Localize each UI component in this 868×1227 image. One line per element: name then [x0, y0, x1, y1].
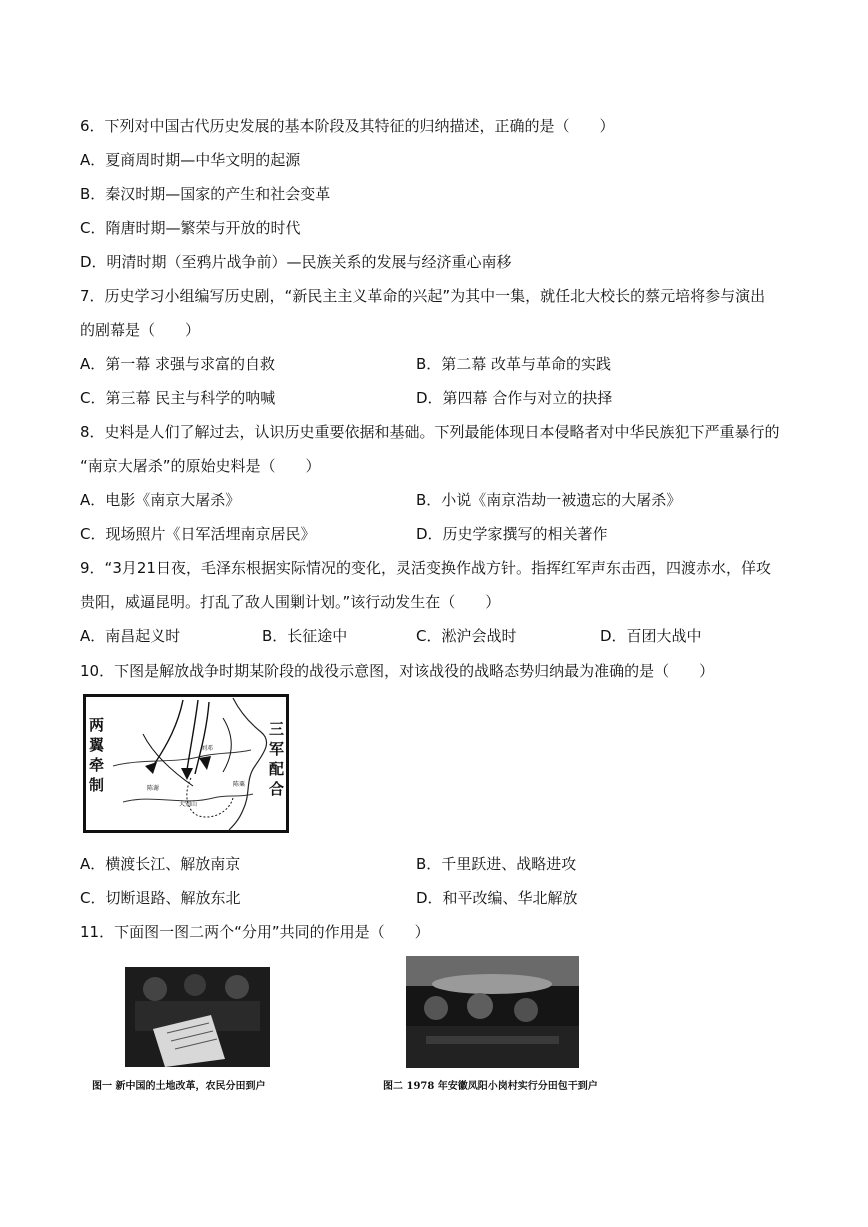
- figure2-caption: 图二 1978 年安徽凤阳小岗村实行分田包干到户: [383, 1081, 598, 1092]
- q11-stem: 11．下面图一图二两个“分用”共同的作用是（ ）: [80, 923, 430, 941]
- q10-stem: 10．下图是解放战争时期某阶段的战役示意图，对该战役的战略态势归纳最为准确的是（ ）: [80, 662, 715, 680]
- q9-option-a: A．南昌起义时: [80, 627, 181, 645]
- xiaogang-photo: [406, 956, 579, 1068]
- q7-option-d: D．第四幕 合作与对立的抉择: [416, 389, 613, 407]
- q6-option-c: C．隋唐时期—繁荣与开放的时代: [80, 219, 301, 237]
- land-reform-photo: [125, 967, 270, 1067]
- map-small-label-1: 陈谢: [147, 785, 160, 792]
- q7-option-a: A．第一幕 求强与求富的自救: [80, 355, 276, 373]
- map-left-label-2: 翼: [89, 736, 105, 754]
- q7-option-c: C．第三幕 民主与科学的呐喊: [80, 389, 276, 407]
- q8-option-c: C．现场照片《日军活埋南京居民》: [80, 525, 316, 543]
- q6-option-b: B．秦汉时期—国家的产生和社会变革: [80, 185, 331, 203]
- map-small-label-3: 陈粟: [233, 781, 246, 788]
- q6-option-d: D．明清时期（至鸦片战争前）—民族关系的发展与经济重心南移: [80, 253, 512, 271]
- q7-stem-line2: 的剧幕是（ ）: [80, 321, 201, 339]
- q8-stem-line1: 8．史料是人们了解过去，认识历史重要依据和基础。下列最能体现日本侵略者对中华民族犯下严重暴行的: [80, 423, 780, 441]
- q9-option-c: C．淞沪会战时: [416, 627, 517, 645]
- q7-option-b: B．第二幕 改革与革命的实践: [416, 355, 612, 373]
- q10-option-c: C．切断退路、解放东北: [80, 889, 241, 907]
- q10-option-b: B．千里跃进、战略进攻: [416, 855, 577, 873]
- campaign-map: [83, 694, 289, 833]
- q9-option-d: D．百团大战中: [600, 627, 702, 645]
- map-small-label-2: 刘邓: [201, 745, 214, 752]
- q8-option-b: B．小说《南京浩劫一被遗忘的大屠杀》: [416, 491, 682, 509]
- q7-stem-line1: 7．历史学习小组编写历史剧，“新民主主义革命的兴起”为其中一集，就任北大校长的蔡元培将参与演出: [80, 287, 766, 305]
- q6-option-a: A．夏商周时期—中华文明的起源: [80, 151, 301, 169]
- q9-stem-line2: 贵阳，威逼昆明。打乱了敌人围剿计划。”该行动发生在（ ）: [80, 593, 501, 611]
- map-right-label-1: 三: [269, 720, 285, 738]
- q8-option-d: D．历史学家撰写的相关著作: [416, 525, 608, 543]
- q10-option-a: A．横渡长江、解放南京: [80, 855, 241, 873]
- map-small-label-4: 大别山: [179, 801, 198, 808]
- map-left-label-4: 制: [89, 776, 105, 794]
- figure1-caption: 图一 新中国的土地改革，农民分田到户: [92, 1081, 266, 1092]
- map-left-label-1: 两: [89, 716, 105, 734]
- map-right-label-2: 军: [269, 740, 285, 758]
- map-left-label-3: 牵: [89, 756, 105, 774]
- q10-option-d: D．和平改编、华北解放: [416, 889, 578, 907]
- q6-stem: 6．下列对中国古代历史发展的基本阶段及其特征的归纳描述，正确的是（ ）: [80, 117, 615, 135]
- q8-stem-line2: “南京大屠杀”的原始史料是（ ）: [80, 457, 321, 475]
- q8-option-a: A．电影《南京大屠杀》: [80, 491, 241, 509]
- map-right-label-4: 合: [269, 780, 285, 798]
- q9-option-b: B．长征途中: [262, 627, 348, 645]
- q9-stem-line1: 9．“3月21日夜，毛泽东根据实际情况的变化，灵活变换作战方针。指挥红军声东击西，四渡赤水，佯攻: [80, 559, 771, 577]
- map-right-label-3: 配: [269, 760, 285, 778]
